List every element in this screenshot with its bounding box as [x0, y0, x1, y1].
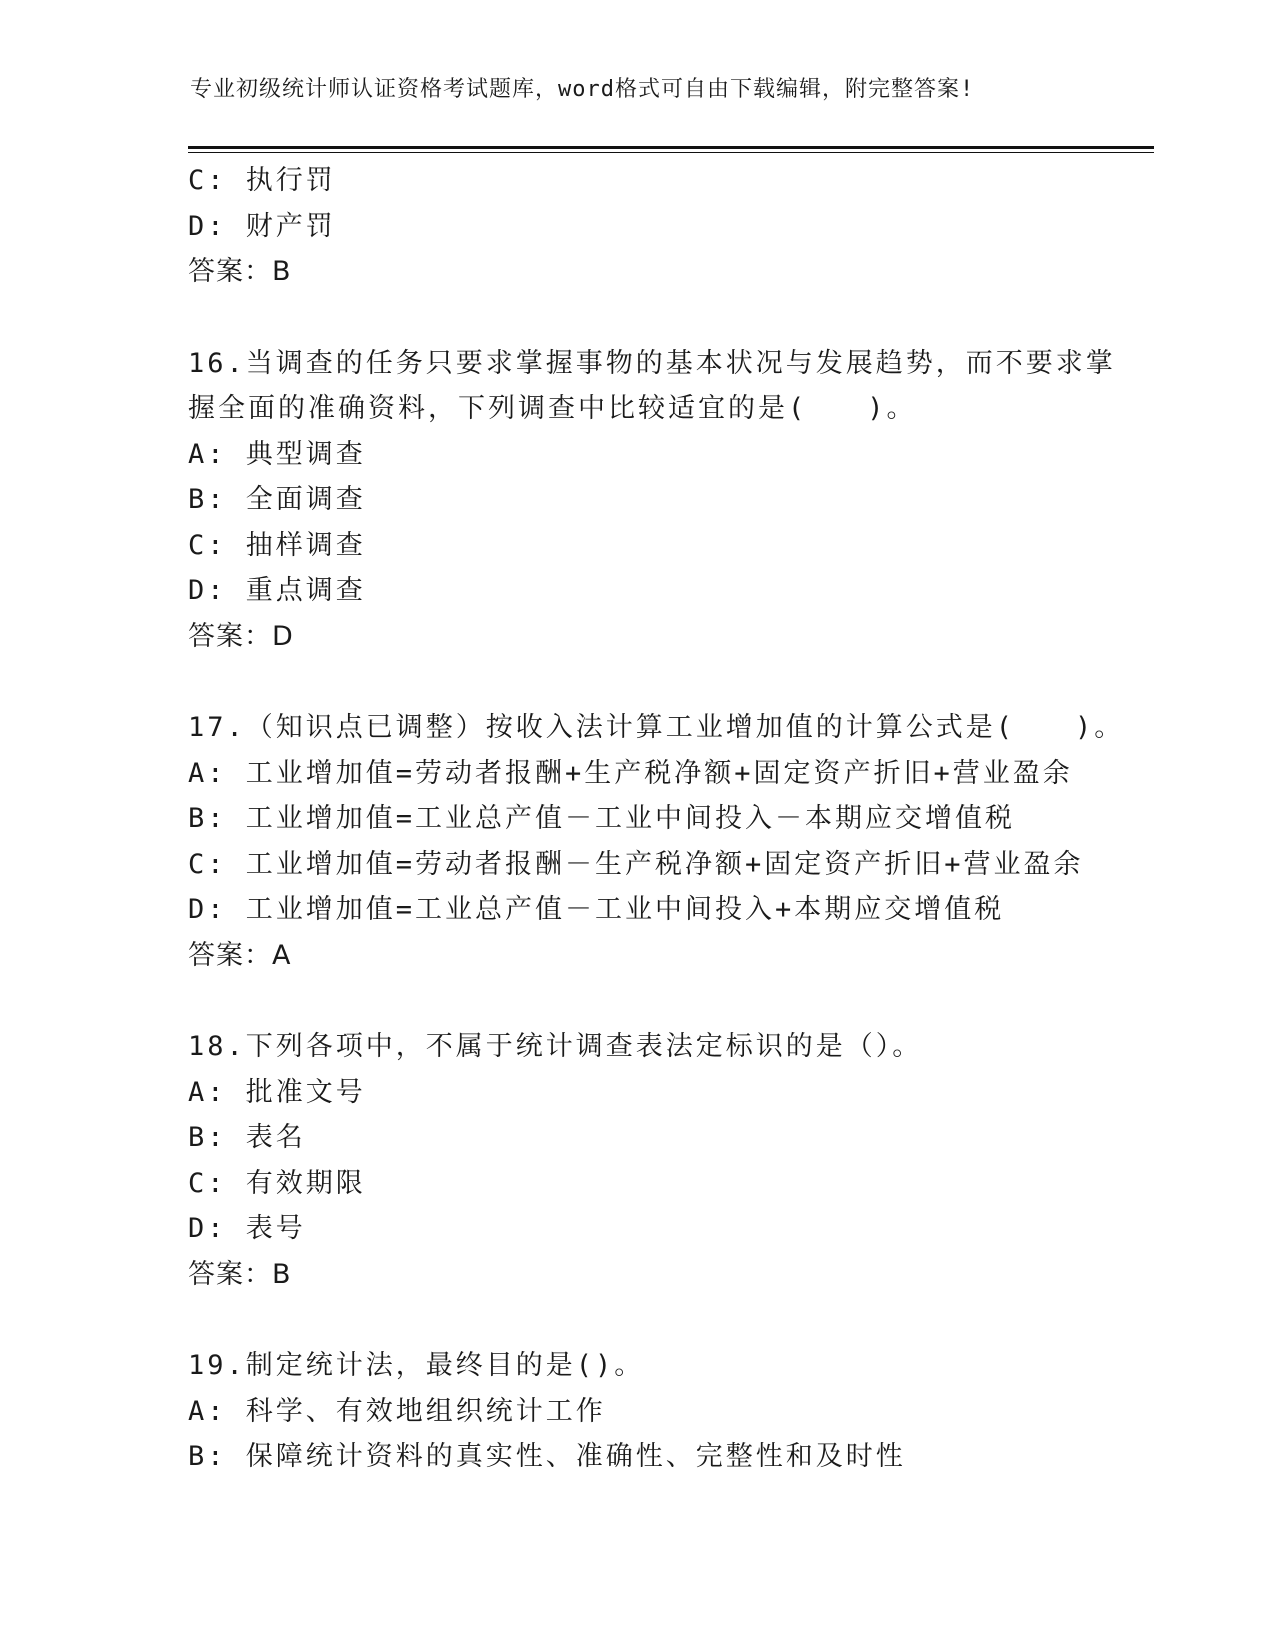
question-19: [188, 1343, 1088, 1480]
option-a: A: 科学、有效地组织统计工作: [188, 1395, 606, 1427]
option-b: B: 表名: [188, 1122, 306, 1153]
option-b: B: 保障统计资料的真实性、准确性、完整性和及时性: [188, 1441, 906, 1472]
question-text: 16.当调查的任务只要求掌握事物的基本状况与发展趋势，而不要求掌: [188, 347, 1116, 379]
option-c: C: 抽样调查: [188, 529, 366, 561]
option-b: B: 工业增加值=工业总产值－工业中间投入－本期应交增值税: [188, 803, 1016, 834]
option-a: A: 典型调查: [188, 438, 366, 470]
spacer: [188, 295, 1088, 341]
question-16: [188, 341, 1116, 660]
answer: 答案：D: [188, 620, 294, 652]
option-d: D: 财产罚: [188, 210, 336, 242]
question-text: 18.下列各项中，不属于统计调查表法定标识的是（）。: [188, 1031, 923, 1062]
answer: 答案：A: [188, 939, 292, 971]
question-content: [188, 158, 1125, 1480]
header-rule-thick: [188, 146, 1154, 149]
option-a: A: 批准文号: [188, 1076, 366, 1108]
spacer: [188, 659, 1088, 705]
option-d: D: 工业增加值=工业总产值－工业中间投入+本期应交增值税: [188, 894, 1005, 925]
question-18: [188, 1024, 1088, 1297]
question-text: 19.制定统计法，最终目的是()。: [188, 1350, 645, 1381]
spacer: [188, 1297, 1088, 1343]
prev-question: [188, 158, 1088, 295]
option-b: B: 全面调查: [188, 484, 366, 515]
page-header: 专业初级统计师认证资格考试题库，word格式可自由下载编辑，附完整答案!: [190, 77, 975, 102]
question-text: 握全面的准确资料，下列调查中比较适宜的是( )。: [188, 393, 917, 424]
option-c: C: 执行罚: [188, 165, 336, 196]
option-d: D: 重点调查: [188, 575, 366, 606]
answer: 答案：B: [188, 256, 292, 287]
option-a: A: 工业增加值=劳动者报酬+生产税净额+固定资产折旧+营业盈余: [188, 757, 1073, 789]
option-d: D: 表号: [188, 1213, 306, 1244]
answer: 答案：B: [188, 1258, 292, 1290]
question-text: 17.（知识点已调整）按收入法计算工业增加值的计算公式是( )。: [188, 712, 1125, 743]
option-c: C: 有效期限: [188, 1167, 366, 1199]
header-rule-thin: [188, 152, 1154, 153]
option-c: C: 工业增加值=劳动者报酬－生产税净额+固定资产折旧+营业盈余: [188, 848, 1084, 880]
question-17: [188, 705, 1125, 978]
spacer: [188, 978, 1088, 1024]
